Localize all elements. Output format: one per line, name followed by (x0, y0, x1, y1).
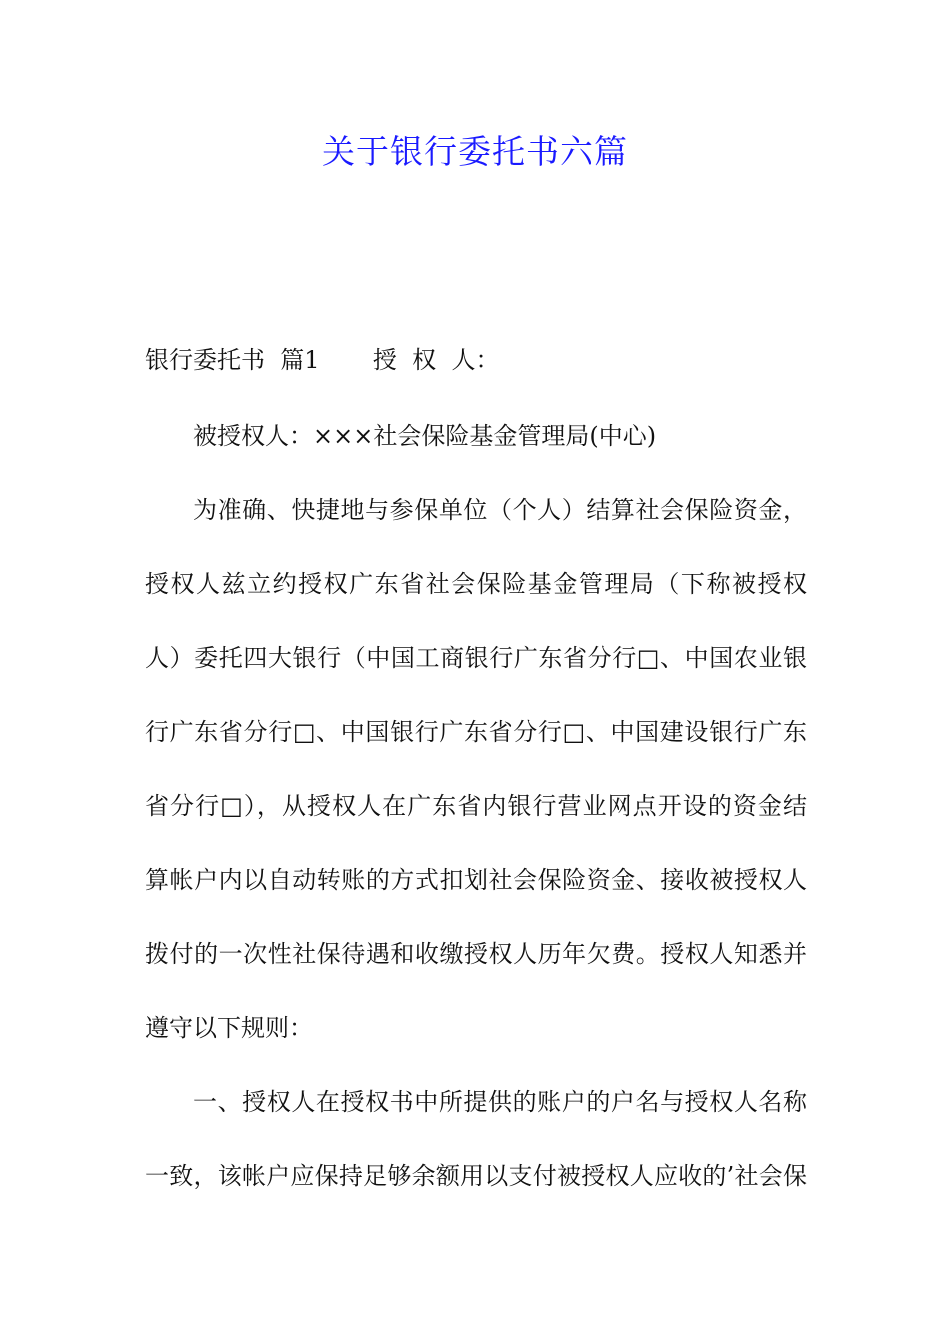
body-line: 拨付的一次性社保待遇和收缴授权人历年欠费。授权人知悉并 (145, 940, 807, 968)
body-line-heading: 银行委托书 篇1 授 权 人： (145, 346, 500, 374)
body-line: 算帐户内以自动转账的方式扣划社会保险资金、接收被授权人 (145, 866, 807, 894)
body-line: 一、授权人在授权书中所提供的账户的户名与授权人名称 (193, 1088, 807, 1116)
body-line: 人）委托四大银行（中国工商银行广东省分行□、中国农业银 (145, 644, 807, 672)
body-line-grantee: 被授权人：×××社会保险基金管理局(中心) (193, 422, 657, 450)
body-line: 省分行□），从授权人在广东省内银行营业网点开设的资金结 (145, 792, 807, 820)
document-title: 关于银行委托书六篇 (322, 132, 628, 171)
body-line: 遵守以下规则： (145, 1014, 313, 1042)
body-line: 行广东省分行□、中国银行广东省分行□、中国建设银行广东 (145, 718, 807, 746)
body-line: 授权人兹立约授权广东省社会保险基金管理局（下称被授权 (145, 570, 807, 598)
body-line: 一致，该帐户应保持足够余额用以支付被授权人应收的’社会保 (145, 1162, 807, 1190)
body-line: 为准确、快捷地与参保单位（个人）结算社会保险资金， (193, 496, 807, 524)
